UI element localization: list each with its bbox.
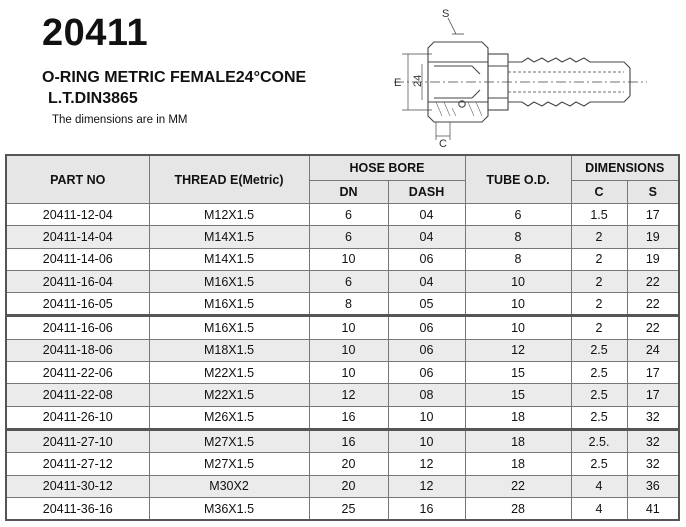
cell-part-no: 20411-16-05 [6, 293, 149, 316]
cell-part-no: 20411-27-10 [6, 429, 149, 452]
table-row [6, 204, 679, 226]
cell-thread: M26X1.5 [149, 406, 309, 429]
cell-s: 32 [627, 453, 679, 475]
cell-dash: 06 [388, 316, 465, 339]
cell-c: 2.5 [571, 384, 627, 406]
cell-thread: M36X1.5 [149, 497, 309, 520]
cell-c: 4 [571, 497, 627, 520]
drawing-label-c: C [439, 138, 447, 148]
cell-part-no: 20411-18-06 [6, 339, 149, 361]
product-title-line1: O-RING METRIC FEMALE24°CONE [42, 69, 307, 86]
cell-tube-od: 22 [465, 475, 571, 497]
table-row [6, 453, 679, 475]
cell-c: 2.5 [571, 406, 627, 429]
cell-dash: 04 [388, 226, 465, 248]
cell-c: 2 [571, 293, 627, 316]
cell-dash: 06 [388, 339, 465, 361]
cell-s: 17 [627, 204, 679, 226]
table-row [6, 270, 679, 292]
header-tube-od: TUBE O.D. [465, 155, 571, 204]
cell-part-no: 20411-26-10 [6, 406, 149, 429]
table-row [6, 226, 679, 248]
drawing-label-s: S [442, 8, 450, 20]
cell-s: 19 [627, 226, 679, 248]
table-row [6, 429, 679, 452]
cell-part-no: 20411-22-06 [6, 362, 149, 384]
cell-dn: 6 [309, 270, 388, 292]
cell-c: 2.5 [571, 339, 627, 361]
cell-tube-od: 6 [465, 204, 571, 226]
table-row [6, 248, 679, 270]
cell-dash: 16 [388, 497, 465, 520]
cell-s: 32 [627, 406, 679, 429]
cell-s: 22 [627, 293, 679, 316]
table-row [6, 406, 679, 429]
table-row [6, 475, 679, 497]
table-row [6, 339, 679, 361]
cell-thread: M14X1.5 [149, 226, 309, 248]
cell-dn: 16 [309, 406, 388, 429]
cell-part-no: 20411-14-06 [6, 248, 149, 270]
cell-thread: M16X1.5 [149, 270, 309, 292]
header-thread: THREAD E(Metric) [149, 155, 309, 204]
cell-dn: 10 [309, 316, 388, 339]
cell-dash: 08 [388, 384, 465, 406]
cell-dash: 12 [388, 475, 465, 497]
table-row [6, 293, 679, 316]
dimensions-note: The dimensions are in MM [52, 114, 188, 126]
cell-tube-od: 18 [465, 453, 571, 475]
cell-dash: 04 [388, 204, 465, 226]
drawing-label-24: 24 [412, 74, 424, 87]
table-row [6, 384, 679, 406]
table-row [6, 362, 679, 384]
fitting-technical-drawing [392, 4, 652, 148]
cell-part-no: 20411-27-12 [6, 453, 149, 475]
cell-dn: 20 [309, 453, 388, 475]
cell-part-no: 20411-14-04 [6, 226, 149, 248]
cell-dn: 10 [309, 339, 388, 361]
specification-table [5, 154, 680, 521]
cell-c: 2.5 [571, 362, 627, 384]
cell-thread: M12X1.5 [149, 204, 309, 226]
cell-tube-od: 12 [465, 339, 571, 361]
cell-s: 17 [627, 362, 679, 384]
cell-dash: 12 [388, 453, 465, 475]
cell-part-no: 20411-16-04 [6, 270, 149, 292]
cell-thread: M22X1.5 [149, 384, 309, 406]
header-part-no: PART NO [6, 155, 149, 204]
cell-dn: 10 [309, 248, 388, 270]
cell-thread: M27X1.5 [149, 453, 309, 475]
cell-tube-od: 8 [465, 248, 571, 270]
cell-tube-od: 15 [465, 362, 571, 384]
cell-s: 36 [627, 475, 679, 497]
cell-dn: 25 [309, 497, 388, 520]
cell-s: 19 [627, 248, 679, 270]
cell-tube-od: 10 [465, 293, 571, 316]
cell-tube-od: 18 [465, 429, 571, 452]
cell-c: 1.5 [571, 204, 627, 226]
cell-dash: 04 [388, 270, 465, 292]
cell-c: 2 [571, 316, 627, 339]
cell-dn: 6 [309, 226, 388, 248]
table-row [6, 316, 679, 339]
cell-s: 17 [627, 384, 679, 406]
cell-dn: 20 [309, 475, 388, 497]
cell-c: 2.5 [571, 453, 627, 475]
cell-thread: M30X2 [149, 475, 309, 497]
cell-c: 2 [571, 248, 627, 270]
cell-tube-od: 15 [465, 384, 571, 406]
cell-c: 2 [571, 226, 627, 248]
cell-tube-od: 10 [465, 316, 571, 339]
cell-tube-od: 10 [465, 270, 571, 292]
drawing-label-e: E [394, 77, 402, 89]
cell-tube-od: 8 [465, 226, 571, 248]
cell-thread: M18X1.5 [149, 339, 309, 361]
cell-thread: M16X1.5 [149, 293, 309, 316]
cell-dash: 06 [388, 362, 465, 384]
cell-c: 2.5. [571, 429, 627, 452]
cell-dn: 8 [309, 293, 388, 316]
header-hose-bore: HOSE BORE [309, 155, 465, 181]
part-number-title: 20411 [42, 12, 149, 54]
cell-thread: M14X1.5 [149, 248, 309, 270]
cell-dn: 10 [309, 362, 388, 384]
header-c: C [571, 181, 627, 204]
cell-s: 32 [627, 429, 679, 452]
cell-dash: 05 [388, 293, 465, 316]
cell-dash: 10 [388, 406, 465, 429]
cell-part-no: 20411-16-06 [6, 316, 149, 339]
cell-part-no: 20411-30-12 [6, 475, 149, 497]
cell-s: 24 [627, 339, 679, 361]
cell-dash: 10 [388, 429, 465, 452]
header-dash: DASH [388, 181, 465, 204]
cell-thread: M22X1.5 [149, 362, 309, 384]
cell-part-no: 20411-12-04 [6, 204, 149, 226]
cell-dash: 06 [388, 248, 465, 270]
header-s: S [627, 181, 679, 204]
cell-tube-od: 18 [465, 406, 571, 429]
header-dn: DN [309, 181, 388, 204]
header-dimensions: DIMENSIONS [571, 155, 679, 181]
table-row [6, 497, 679, 520]
cell-tube-od: 28 [465, 497, 571, 520]
cell-thread: M27X1.5 [149, 429, 309, 452]
product-title-line2: L.T.DIN3865 [48, 90, 138, 107]
cell-thread: M16X1.5 [149, 316, 309, 339]
cell-s: 22 [627, 316, 679, 339]
cell-dn: 16 [309, 429, 388, 452]
cell-dn: 12 [309, 384, 388, 406]
cell-part-no: 20411-36-16 [6, 497, 149, 520]
cell-s: 22 [627, 270, 679, 292]
cell-s: 41 [627, 497, 679, 520]
cell-part-no: 20411-22-08 [6, 384, 149, 406]
cell-c: 2 [571, 270, 627, 292]
table-body [6, 204, 679, 521]
cell-dn: 6 [309, 204, 388, 226]
cell-c: 4 [571, 475, 627, 497]
